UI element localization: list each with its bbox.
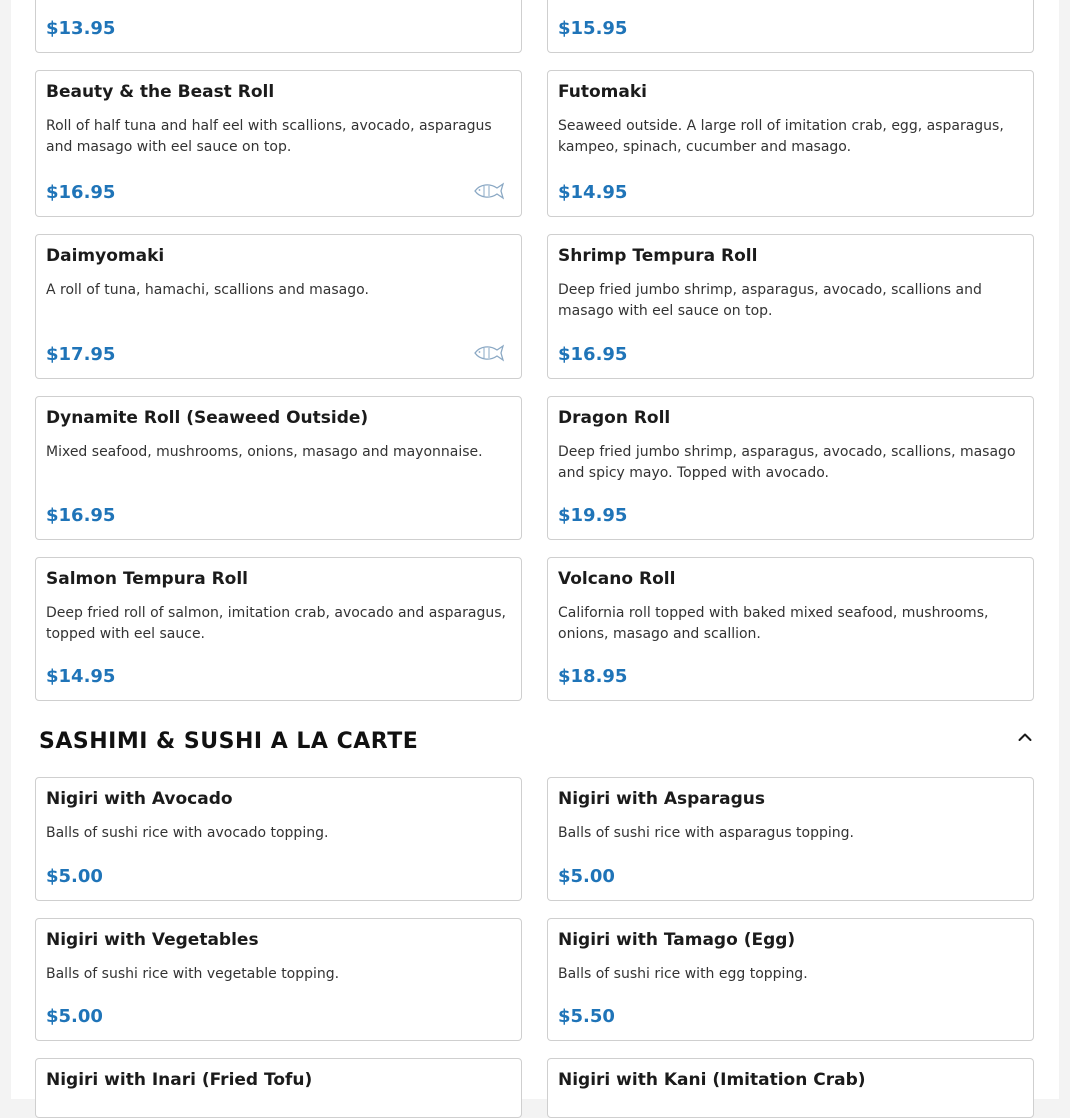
item-name: Nigiri with Inari (Fried Tofu): [46, 1070, 313, 1090]
item-price: $5.50: [558, 1006, 615, 1027]
item-description: Mixed seafood, mushrooms, onions, masago and mayonnaise.: [46, 444, 483, 460]
item-price: $16.95: [46, 182, 116, 203]
item-name: Dragon Roll: [558, 408, 671, 428]
item-price: $13.95: [46, 18, 116, 39]
item-description: California roll topped with baked mixed seafood, mushrooms, onions, masago and scallion.: [558, 605, 989, 642]
item-price: $15.95: [558, 18, 628, 39]
menu-item-card[interactable]: [547, 1058, 1034, 1118]
item-price: $18.95: [558, 666, 628, 687]
menu-item-card[interactable]: [35, 0, 522, 53]
item-name: Salmon Tempura Roll: [46, 569, 249, 589]
item-description: A roll of tuna, hamachi, scallions and masago.: [46, 282, 369, 298]
item-name: Daimyomaki: [46, 246, 165, 266]
item-price: $14.95: [558, 182, 628, 203]
item-name: Beauty & the Beast Roll: [46, 82, 275, 102]
fish-icon: [473, 344, 505, 362]
item-price: $19.95: [558, 505, 628, 526]
menu-item-card[interactable]: [547, 0, 1034, 53]
item-name: Shrimp Tempura Roll: [558, 246, 758, 266]
item-description: Balls of sushi rice with avocado topping.: [46, 825, 329, 841]
chevron-up-icon[interactable]: [1017, 729, 1033, 745]
item-name: Nigiri with Asparagus: [558, 789, 766, 809]
item-price: $17.95: [46, 344, 116, 365]
item-description: Deep fried jumbo shrimp, asparagus, avocado, scallions, masago and spicy mayo. Topped with avocado.: [558, 444, 1016, 481]
menu-item-card[interactable]: [547, 777, 1034, 901]
item-name: Nigiri with Avocado: [46, 789, 233, 809]
menu-item-card[interactable]: [35, 234, 522, 379]
menu-item-card[interactable]: [35, 777, 522, 901]
menu-item-card[interactable]: [35, 1058, 522, 1118]
item-description: Deep fried jumbo shrimp, asparagus, avocado, scallions and masago with eel sauce on top.: [558, 282, 982, 319]
item-price: $16.95: [558, 344, 628, 365]
item-description: Deep fried roll of salmon, imitation crab, avocado and asparagus, topped with eel sauce.: [46, 605, 506, 642]
menu-item-card[interactable]: [547, 70, 1034, 217]
menu-page: [11, 0, 1059, 1099]
item-price: $14.95: [46, 666, 116, 687]
item-name: Volcano Roll: [558, 569, 676, 589]
item-price: $5.00: [558, 866, 615, 887]
menu-item-card[interactable]: [547, 557, 1034, 701]
item-price: $16.95: [46, 505, 116, 526]
section-title: SASHIMI & SUSHI A LA CARTE: [39, 729, 419, 754]
item-name: Nigiri with Kani (Imitation Crab): [558, 1070, 866, 1090]
item-description: Balls of sushi rice with vegetable topping.: [46, 966, 340, 982]
menu-item-card[interactable]: [35, 918, 522, 1041]
menu-item-card[interactable]: [35, 557, 522, 701]
menu-item-card[interactable]: [547, 396, 1034, 540]
item-description: Balls of sushi rice with egg topping.: [558, 966, 808, 982]
menu-item-card[interactable]: [35, 396, 522, 540]
item-description: Roll of half tuna and half eel with scallions, avocado, asparagus and masago with eel sauce on top.: [46, 118, 492, 155]
item-price: $5.00: [46, 1006, 103, 1027]
item-name: Nigiri with Vegetables: [46, 930, 259, 950]
item-description: Balls of sushi rice with asparagus topping.: [558, 825, 854, 841]
item-name: Futomaki: [558, 82, 647, 102]
item-name: Nigiri with Tamago (Egg): [558, 930, 796, 950]
fish-icon: [473, 182, 505, 200]
item-name: Dynamite Roll (Seaweed Outside): [46, 408, 369, 428]
item-price: $5.00: [46, 866, 103, 887]
menu-item-card[interactable]: [547, 234, 1034, 379]
menu-item-card[interactable]: [547, 918, 1034, 1041]
menu-item-card[interactable]: [35, 70, 522, 217]
item-description: Seaweed outside. A large roll of imitation crab, egg, asparagus, kampeo, spinach, cucumber and masago.: [558, 118, 1004, 155]
